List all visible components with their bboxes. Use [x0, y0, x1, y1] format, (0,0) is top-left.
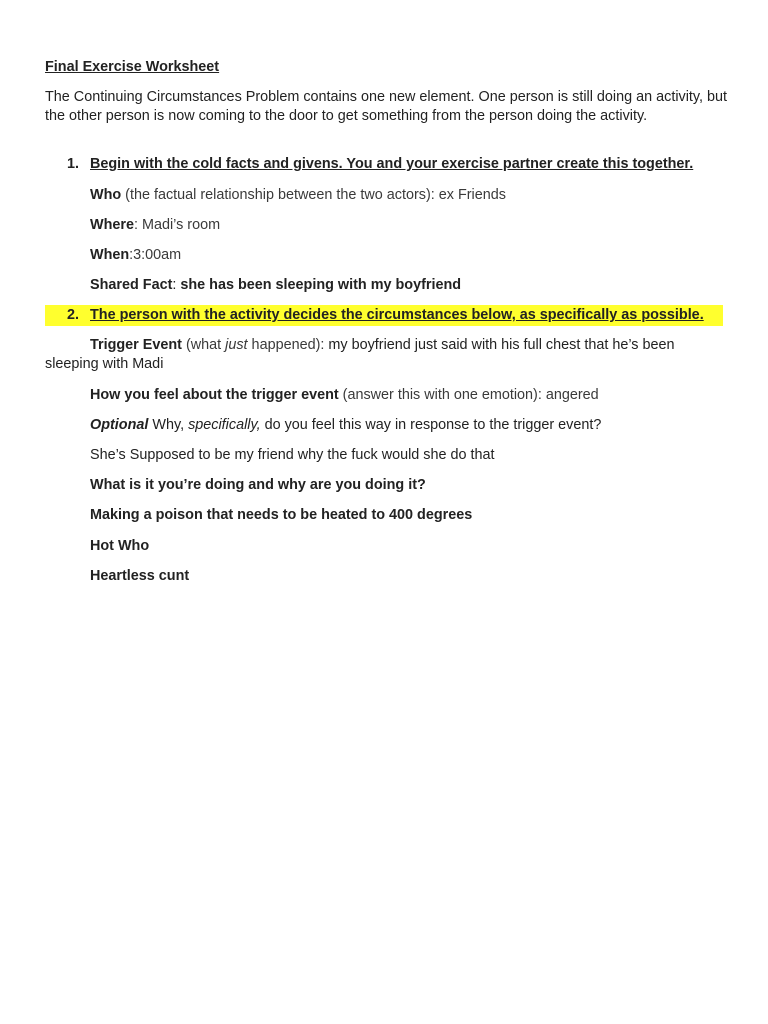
when-value: 3:00am [133, 247, 182, 263]
intro-paragraph: The Continuing Circumstances Problem contains one new element. One person is still doing an activity, but the other person is now coming to the door to get something from the person doing the activity. [45, 89, 728, 124]
trigger-event-value-line1: my boyfriend just said with his full chest that he’s been [328, 337, 675, 353]
who-hint: (the factual relationship between the two actors): [121, 187, 439, 203]
list-number-1: 1. [67, 156, 80, 172]
feel-row [90, 386, 599, 405]
answer-why: She’s Supposed to be my friend why the fuck would she do that [90, 447, 495, 463]
who-row [90, 186, 506, 205]
list-heading-2: The person with the activity decides the circumstances below, as specifically as possible. [90, 307, 704, 323]
trigger-event-hint-b: happened): [247, 337, 329, 353]
trigger-event-label: Trigger Event [90, 337, 182, 353]
list-heading-1: Begin with the cold facts and givens. You and your exercise partner create this together. [90, 156, 694, 172]
optional-label: Optional [90, 417, 149, 433]
trigger-event-hint-a: (what [181, 337, 226, 353]
extra-line-2: Heartless cunt [90, 568, 190, 584]
extra-line-1: Hot Who [90, 538, 150, 554]
doing-question: What is it you’re doing and why are you doing it? [90, 477, 426, 493]
when-row [90, 246, 181, 265]
optional-text-a: Why, [148, 417, 189, 433]
optional-text-em: specifically, [188, 417, 261, 433]
shared-fact-row [90, 276, 461, 295]
optional-row [90, 416, 601, 435]
trigger-event-value-line2: sleeping with Madi [45, 356, 164, 372]
where-sep: : [133, 217, 142, 233]
feel-hint: (answer this with one emotion): [338, 387, 546, 403]
feel-label: How you feel about the trigger event [90, 387, 339, 403]
when-label: When [90, 247, 130, 263]
when-sep: : [129, 247, 134, 263]
shared-fact-value: she has been sleeping with my boyfriend [180, 277, 462, 293]
where-label: Where [90, 217, 134, 233]
page-title: Final Exercise Worksheet [45, 59, 220, 75]
feel-value: angered [545, 387, 599, 403]
trigger-event-hint-em: just [225, 337, 248, 353]
who-value: ex Friends [438, 187, 506, 203]
doing-answer: Making a poison that needs to be heated to 400 degrees [90, 507, 473, 523]
shared-fact-label: Shared Fact [90, 277, 173, 293]
trigger-event-row [90, 336, 674, 355]
list-number-2: 2. [67, 307, 80, 323]
where-row [90, 216, 220, 235]
optional-text-b: do you feel this way in response to the trigger event? [260, 417, 602, 433]
where-value: Madi’s room [141, 217, 221, 233]
who-label: Who [90, 187, 122, 203]
shared-fact-sep: : [172, 277, 181, 293]
